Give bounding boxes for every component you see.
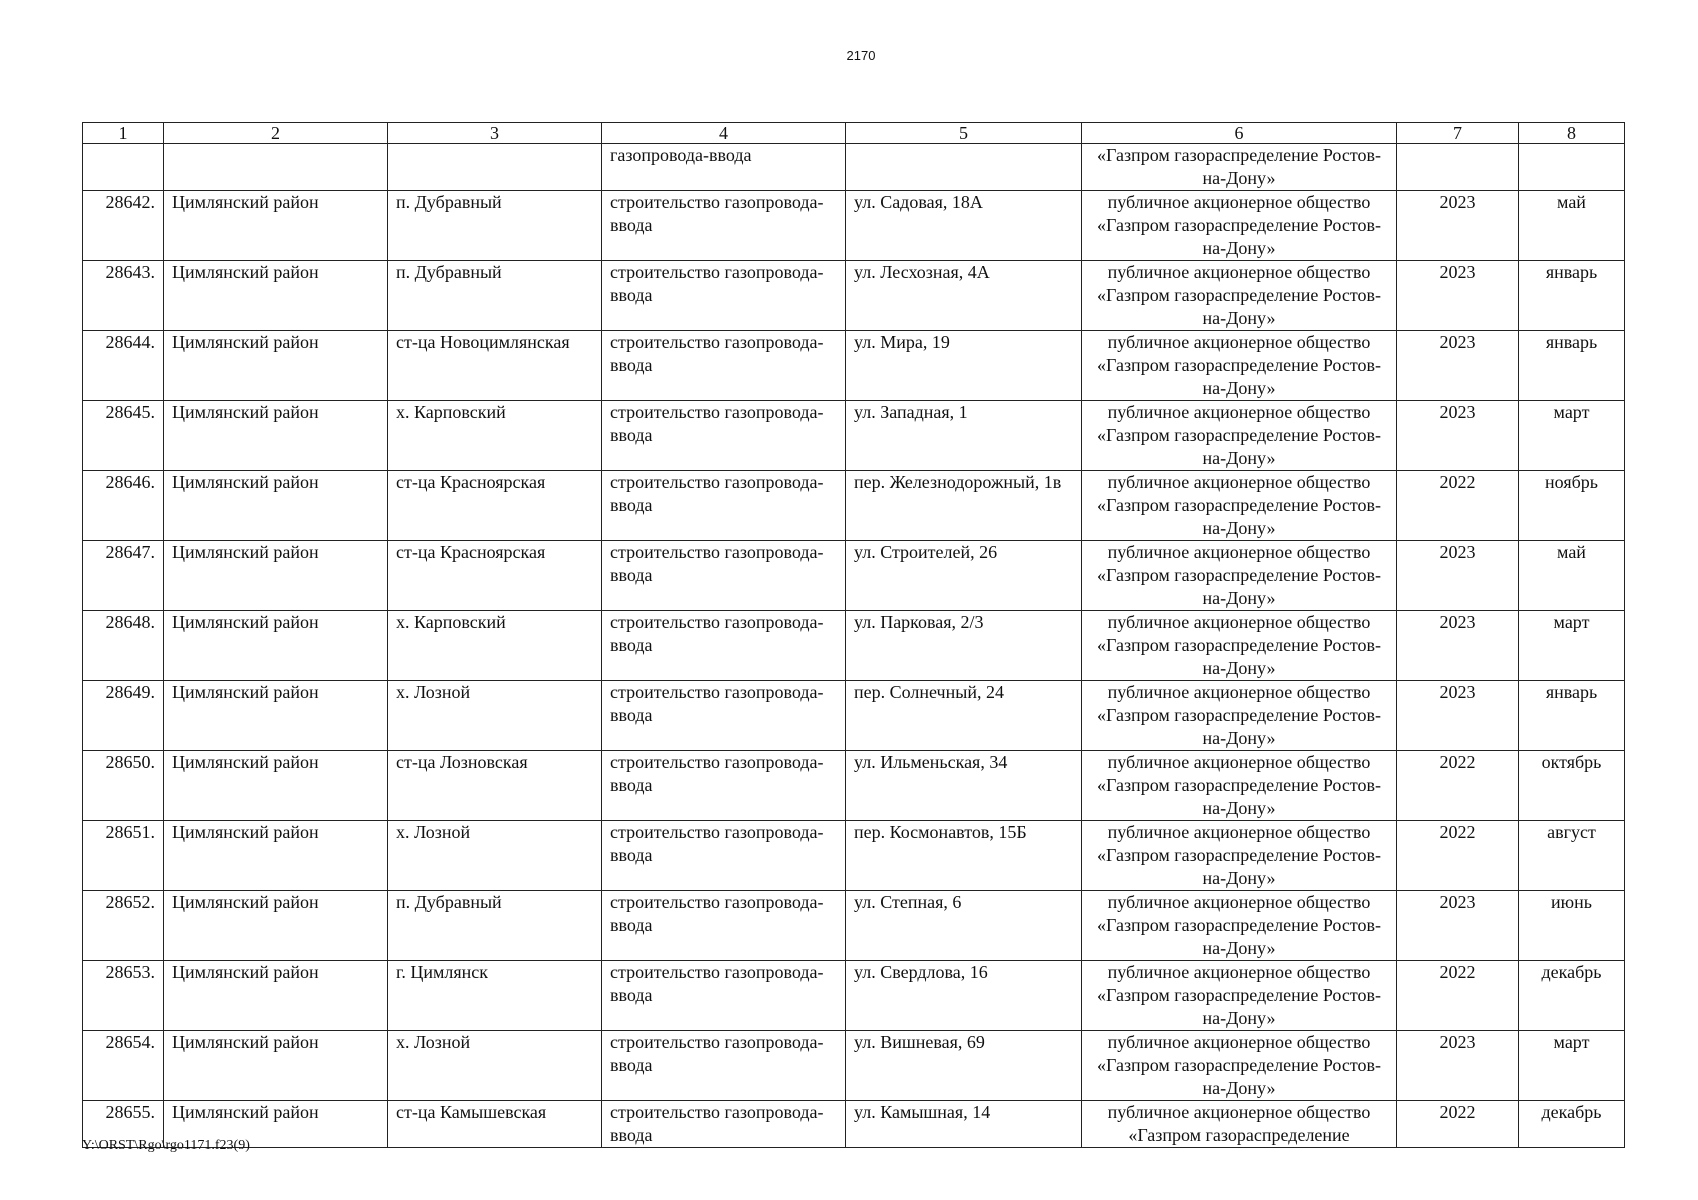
cell-settlement: ст-ца Красноярская: [388, 541, 602, 611]
cell-work: строительство газопровода-ввода: [602, 751, 846, 821]
cell-district: Цимлянский район: [164, 1101, 388, 1148]
cell-work: строительство газопровода-ввода: [602, 891, 846, 961]
cell-district: Цимлянский район: [164, 191, 388, 261]
cell-district: Цимлянский район: [164, 261, 388, 331]
column-header: 4: [602, 123, 846, 144]
cell-address: ул. Камышная, 14: [846, 1101, 1082, 1148]
cell-work: строительство газопровода-ввода: [602, 541, 846, 611]
table-row: [83, 471, 1625, 541]
table-row: [83, 891, 1625, 961]
cell-district: Цимлянский район: [164, 331, 388, 401]
cell-month: декабрь: [1519, 1101, 1625, 1148]
cell-work: строительство газопровода-ввода: [602, 1031, 846, 1101]
cell-settlement: х. Лозной: [388, 1031, 602, 1101]
cell-district: Цимлянский район: [164, 681, 388, 751]
cell-year: 2022: [1397, 1101, 1519, 1148]
cell-district: Цимлянский район: [164, 611, 388, 681]
cell-settlement: п. Дубравный: [388, 891, 602, 961]
cell-year: 2022: [1397, 961, 1519, 1031]
cell-num: 28653.: [83, 961, 164, 1031]
cell-month: март: [1519, 611, 1625, 681]
cell-num: 28650.: [83, 751, 164, 821]
cell-year: 2023: [1397, 261, 1519, 331]
table-row: [83, 611, 1625, 681]
table-row: [83, 961, 1625, 1031]
cell-address: ул. Садовая, 18А: [846, 191, 1082, 261]
cell-num: 28647.: [83, 541, 164, 611]
cell-address: ул. Ильменьская, 34: [846, 751, 1082, 821]
cell-settlement: х. Лозной: [388, 681, 602, 751]
cell-address: ул. Мира, 19: [846, 331, 1082, 401]
cell-num: 28642.: [83, 191, 164, 261]
cell-month: декабрь: [1519, 961, 1625, 1031]
cell-month: январь: [1519, 331, 1625, 401]
cell-org: публичное акционерное общество «Газпром газораспределение Ростов-на-Дону»: [1082, 261, 1397, 331]
cell-year: 2023: [1397, 331, 1519, 401]
cell-year: 2023: [1397, 191, 1519, 261]
cell-org: публичное акционерное общество «Газпром газораспределение Ростов-на-Дону»: [1082, 331, 1397, 401]
cell-year: 2022: [1397, 821, 1519, 891]
cell-month: март: [1519, 401, 1625, 471]
cell-address: ул. Парковая, 2/3: [846, 611, 1082, 681]
table-row: [83, 751, 1625, 821]
cell-work: строительство газопровода-ввода: [602, 611, 846, 681]
cell-district: Цимлянский район: [164, 821, 388, 891]
cell-num: 28645.: [83, 401, 164, 471]
cell-district: Цимлянский район: [164, 541, 388, 611]
cell-num: 28646.: [83, 471, 164, 541]
cell-month: [1519, 144, 1625, 191]
column-header: 5: [846, 123, 1082, 144]
cell-work: строительство газопровода-ввода: [602, 401, 846, 471]
cell-year: 2023: [1397, 1031, 1519, 1101]
cell-address: пер. Солнечный, 24: [846, 681, 1082, 751]
cell-org: публичное акционерное общество «Газпром газораспределение Ростов-на-Дону»: [1082, 471, 1397, 541]
cell-year: 2023: [1397, 541, 1519, 611]
cell-settlement: ст-ца Лозновская: [388, 751, 602, 821]
cell-district: [164, 144, 388, 191]
table-row: [83, 681, 1625, 751]
cell-district: Цимлянский район: [164, 401, 388, 471]
cell-month: май: [1519, 541, 1625, 611]
continuation-row: [83, 144, 1625, 191]
cell-address: пер. Космонавтов, 15Б: [846, 821, 1082, 891]
cell-month: май: [1519, 191, 1625, 261]
cell-settlement: ст-ца Красноярская: [388, 471, 602, 541]
column-header: 2: [164, 123, 388, 144]
cell-address: ул. Свердлова, 16: [846, 961, 1082, 1031]
cell-num: 28652.: [83, 891, 164, 961]
cell-num: [83, 144, 164, 191]
cell-year: 2023: [1397, 401, 1519, 471]
cell-num: 28651.: [83, 821, 164, 891]
table-row: [83, 261, 1625, 331]
cell-district: Цимлянский район: [164, 961, 388, 1031]
cell-org: публичное акционерное общество «Газпром газораспределение Ростов-на-Дону»: [1082, 1031, 1397, 1101]
cell-year: 2023: [1397, 611, 1519, 681]
cell-org: публичное акционерное общество «Газпром газораспределение: [1082, 1101, 1397, 1148]
cell-num: 28655.: [83, 1101, 164, 1148]
column-number-header-row: [83, 123, 1625, 144]
column-header: 1: [83, 123, 164, 144]
cell-settlement: ст-ца Новоцимлянская: [388, 331, 602, 401]
cell-year: 2022: [1397, 751, 1519, 821]
column-header: 8: [1519, 123, 1625, 144]
cell-district: Цимлянский район: [164, 1031, 388, 1101]
column-header: 7: [1397, 123, 1519, 144]
cell-work: строительство газопровода-ввода: [602, 821, 846, 891]
cell-work: строительство газопровода-ввода: [602, 191, 846, 261]
cell-settlement: п. Дубравный: [388, 191, 602, 261]
cell-month: январь: [1519, 681, 1625, 751]
cell-org: «Газпром газораспределение Ростов-на-Дону»: [1082, 144, 1397, 191]
cell-address: ул. Лесхозная, 4А: [846, 261, 1082, 331]
cell-settlement: х. Лозной: [388, 821, 602, 891]
cell-settlement: ст-ца Камышевская: [388, 1101, 602, 1148]
cell-year: 2022: [1397, 471, 1519, 541]
cell-settlement: х. Карповский: [388, 401, 602, 471]
cell-num: 28649.: [83, 681, 164, 751]
cell-settlement: [388, 144, 602, 191]
table-row: [83, 1101, 1625, 1148]
cell-year: [1397, 144, 1519, 191]
cell-org: публичное акционерное общество «Газпром газораспределение Ростов-на-Дону»: [1082, 541, 1397, 611]
cell-num: 28648.: [83, 611, 164, 681]
cell-org: публичное акционерное общество «Газпром газораспределение Ростов-на-Дону»: [1082, 681, 1397, 751]
cell-month: июнь: [1519, 891, 1625, 961]
table-row: [83, 401, 1625, 471]
cell-district: Цимлянский район: [164, 471, 388, 541]
cell-num: 28654.: [83, 1031, 164, 1101]
footer-file-path: Y:\ORST\Rgo\rgo1171.f23(9): [82, 1138, 250, 1153]
cell-month: октябрь: [1519, 751, 1625, 821]
cell-address: ул. Степная, 6: [846, 891, 1082, 961]
table-row: [83, 821, 1625, 891]
table-row: [83, 1031, 1625, 1101]
cell-work: строительство газопровода-ввода: [602, 961, 846, 1031]
cell-year: 2023: [1397, 681, 1519, 751]
cell-work: строительство газопровода-ввода: [602, 331, 846, 401]
cell-address: ул. Западная, 1: [846, 401, 1082, 471]
cell-work: газопровода-ввода: [602, 144, 846, 191]
cell-settlement: г. Цимлянск: [388, 961, 602, 1031]
cell-address: ул. Строителей, 26: [846, 541, 1082, 611]
cell-work: строительство газопровода-ввода: [602, 471, 846, 541]
registry-table: [82, 122, 1625, 1148]
cell-district: Цимлянский район: [164, 751, 388, 821]
cell-district: Цимлянский район: [164, 891, 388, 961]
cell-year: 2023: [1397, 891, 1519, 961]
cell-month: март: [1519, 1031, 1625, 1101]
cell-month: ноябрь: [1519, 471, 1625, 541]
cell-address: ул. Вишневая, 69: [846, 1031, 1082, 1101]
column-header: 3: [388, 123, 602, 144]
cell-num: 28643.: [83, 261, 164, 331]
cell-month: август: [1519, 821, 1625, 891]
cell-org: публичное акционерное общество «Газпром газораспределение Ростов-на-Дону»: [1082, 191, 1397, 261]
cell-org: публичное акционерное общество «Газпром газораспределение Ростов-на-Дону»: [1082, 401, 1397, 471]
column-header: 6: [1082, 123, 1397, 144]
table-row: [83, 191, 1625, 261]
cell-work: строительство газопровода-ввода: [602, 261, 846, 331]
cell-month: январь: [1519, 261, 1625, 331]
cell-org: публичное акционерное общество «Газпром газораспределение Ростов-на-Дону»: [1082, 961, 1397, 1031]
cell-settlement: х. Карповский: [388, 611, 602, 681]
cell-org: публичное акционерное общество «Газпром газораспределение Ростов-на-Дону»: [1082, 891, 1397, 961]
cell-settlement: п. Дубравный: [388, 261, 602, 331]
cell-num: 28644.: [83, 331, 164, 401]
table-row: [83, 331, 1625, 401]
cell-address: [846, 144, 1082, 191]
table-row: [83, 541, 1625, 611]
cell-org: публичное акционерное общество «Газпром газораспределение Ростов-на-Дону»: [1082, 611, 1397, 681]
cell-work: строительство газопровода-ввода: [602, 1101, 846, 1148]
cell-address: пер. Железнодорожный, 1в: [846, 471, 1082, 541]
cell-org: публичное акционерное общество «Газпром газораспределение Ростов-на-Дону»: [1082, 751, 1397, 821]
page-number: 2170: [846, 48, 876, 63]
cell-work: строительство газопровода-ввода: [602, 681, 846, 751]
cell-org: публичное акционерное общество «Газпром газораспределение Ростов-на-Дону»: [1082, 821, 1397, 891]
